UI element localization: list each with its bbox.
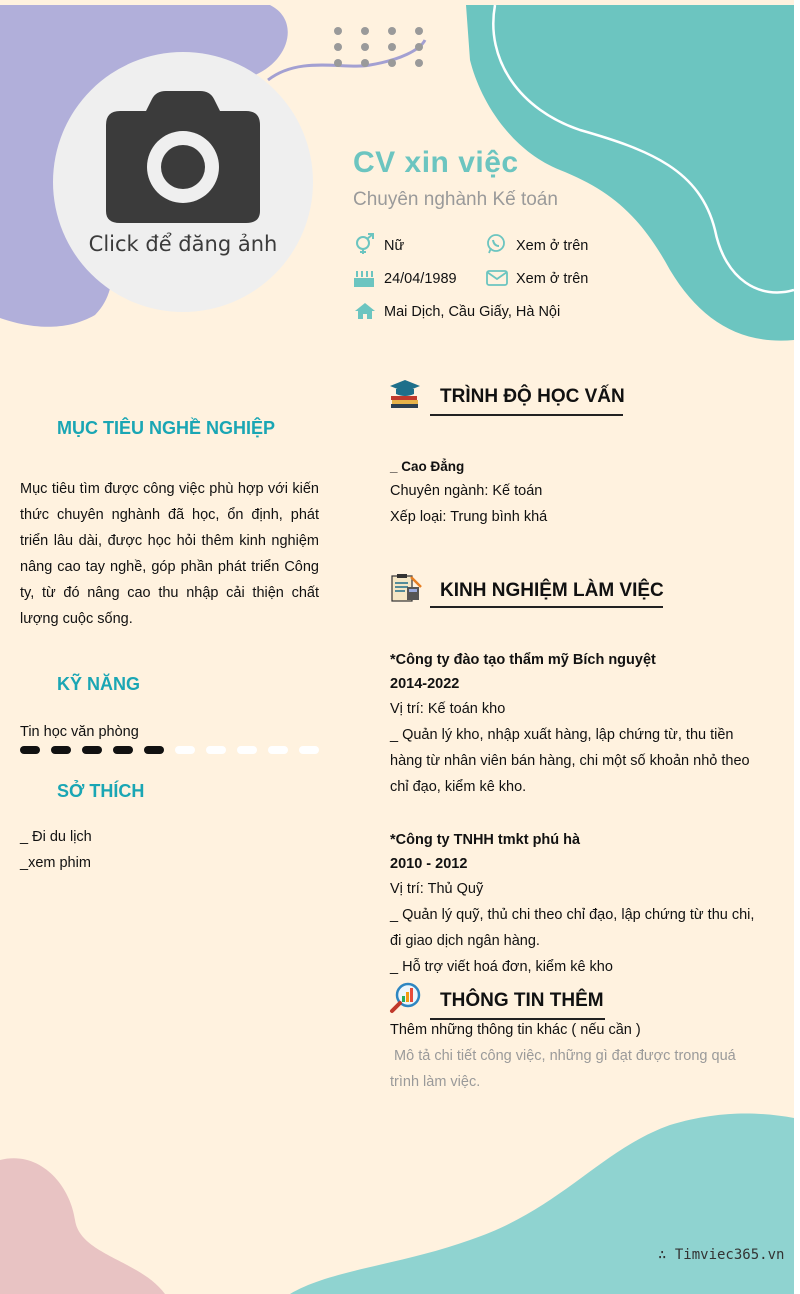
avatar-upload[interactable] <box>53 52 313 312</box>
skill-dash-filled <box>113 746 133 754</box>
education-major: Chuyên ngành: Kế toán <box>390 483 543 499</box>
info-gender: Nữ <box>384 238 405 254</box>
objective-text: Mục tiêu tìm được công việc phù hợp với kiến thức chuyên nghành đã học, ổn định, phát triển lâu dài, được học hỏi thêm kinh nghiệm nâng cao tay nghề, góp phần phát triển Công ty, từ đó nâng cao thu nhập cải thiện chất lượng cuộc sống. <box>20 481 319 627</box>
skill-dash-empty <box>268 746 288 754</box>
dot-grid <box>330 24 430 70</box>
experience-underline <box>430 606 663 608</box>
cv-title: CV xin việc <box>353 146 519 179</box>
education-heading: TRÌNH ĐỘ HỌC VẤN <box>440 386 625 407</box>
phone-icon <box>486 234 506 254</box>
hobby-item: _xem phim <box>20 855 91 871</box>
extra-heading: THÔNG TIN THÊM <box>440 990 604 1011</box>
job-company: *Công ty TNHH tmkt phú hà <box>390 832 581 848</box>
skill-dash-filled <box>51 746 71 754</box>
job-position: Vị trí: Kế toán kho <box>390 701 506 717</box>
info-address: Mai Dịch, Cầu Giấy, Hà Nội <box>384 304 561 320</box>
skill-dash-empty <box>237 746 257 754</box>
info-phone: Xem ở trên <box>516 238 589 254</box>
job-position: Vị trí: Thủ Quỹ <box>390 881 484 897</box>
education-grade: Xếp loại: Trung bình khá <box>390 509 548 525</box>
job-description-extra: _ Hỗ trợ viết hoá đơn, kiểm kê kho <box>390 959 613 975</box>
mail-icon <box>486 270 508 286</box>
skills-heading: KỸ NĂNG <box>57 674 141 694</box>
info-email: Xem ở trên <box>516 271 589 287</box>
skill-dash-empty <box>175 746 195 754</box>
footer-brand: ∴ Timviec365.vn <box>658 1247 785 1263</box>
objective-heading: MỤC TIÊU NGHỀ NGHIỆP <box>57 418 276 438</box>
extra-line: Thêm những thông tin khác ( nếu cần ) <box>390 1022 641 1038</box>
cv-subtitle: Chuyên nghành Kế toán <box>353 189 558 210</box>
gender-icon <box>355 233 375 255</box>
job-company: *Công ty đào tạo thẩm mỹ Bích nguyệt <box>390 652 656 668</box>
birthday-cake-icon <box>353 268 375 288</box>
education-underline <box>430 414 623 416</box>
hobbies-heading: SỞ THÍCH <box>57 781 145 801</box>
job-description: _ Quản lý quỹ, thủ chi theo chỉ đạo, lập chứng từ thu chi, đi giao dịch ngân hàng. <box>390 907 755 949</box>
skill-name: Tin học văn phòng <box>20 724 139 740</box>
job-description: _ Quản lý kho, nhập xuất hàng, lập chứng từ, thu tiền hàng từ nhân viên bán hàng, chi một số khoản nhỏ theo chỉ đạo, kiểm kê kho. <box>390 727 750 795</box>
teal-bottom-blob <box>290 1114 794 1294</box>
experience-heading: KINH NGHIỆM LÀM VIỆC <box>440 580 664 601</box>
job-period: 2010 - 2012 <box>390 856 468 872</box>
skill-dash-filled <box>20 746 40 754</box>
info-chart-icon <box>389 982 423 1014</box>
experience-clipboard-icon <box>389 573 423 603</box>
skill-dash-filled <box>144 746 164 754</box>
pink-blob <box>0 1158 165 1294</box>
skill-dash-empty <box>299 746 319 754</box>
avatar-upload-label: Click để đăng ảnh <box>88 232 278 256</box>
home-icon <box>354 302 376 320</box>
skill-level-bar <box>20 746 319 754</box>
education-degree: _ Cao Đẳng <box>390 459 465 474</box>
hobby-item: _ Đi du lịch <box>20 829 92 845</box>
skill-dash-filled <box>82 746 102 754</box>
education-books-icon <box>389 378 421 410</box>
camera-icon <box>104 89 262 225</box>
extra-description: Mô tả chi tiết công việc, những gì đạt được trong quá trình làm việc. <box>390 1048 740 1090</box>
skill-dash-empty <box>206 746 226 754</box>
job-period: 2014-2022 <box>390 676 460 692</box>
info-birthday: 24/04/1989 <box>384 271 457 287</box>
